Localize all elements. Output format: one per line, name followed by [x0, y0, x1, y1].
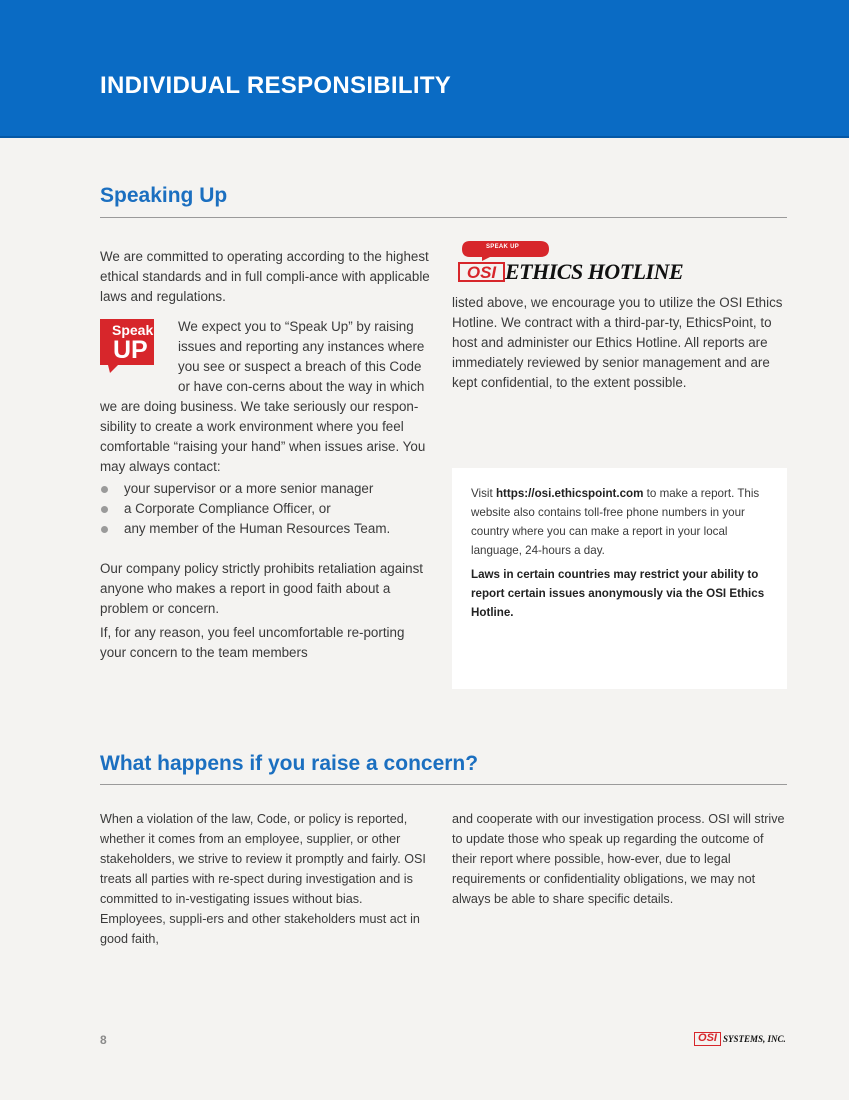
badge-line2: UP	[113, 336, 148, 364]
speaking-up-right-column	[452, 293, 790, 393]
speaking-up-left-column	[100, 247, 432, 663]
hotline-paragraph: listed above, we encourage you to utilize the OSI Ethics Hotline. We contract with a third-par-ty, EthicsPoint, to host and administer our Ethics Hotline. All reports are immediately reviewed by senior management and are kept confidential, to the extent possible.	[452, 295, 783, 390]
concern-left-column	[100, 809, 430, 949]
contact-list	[100, 479, 432, 539]
list-item: your supervisor or a more senior manager	[100, 479, 432, 499]
page-number: 8	[100, 1033, 107, 1047]
section-divider	[100, 217, 787, 218]
info-box-warning: Laws in certain countries may restrict your ability to report certain issues anonymously via the OSI Ethics Hotline.	[471, 568, 765, 619]
section-title-raise-concern: What happens if you raise a concern?	[100, 752, 479, 775]
intro-paragraph: We are committed to operating according to the highest ethical standards and in full compli-ance with applicable laws and regulations.	[100, 249, 430, 304]
concern-left-paragraph: When a violation of the law, Code, or policy is reported, whether it comes from an employee, supplier, or other stakeholders, we strive to review it promptly and fairly. OSI treats all parties with re-spect during investigation and is committed to in-vestigating issues without bias. Employees, suppli-ers and other stakeholders must act in good faith,	[100, 812, 426, 946]
concern-right-column	[452, 809, 790, 909]
section-divider	[100, 784, 787, 785]
bullet-icon	[101, 486, 108, 493]
info-box-visit: Visit https://osi.ethicspoint.com to make a report. This website also contains toll-free phone numbers in your country where you can make a report in your local language, 24-hours a day.	[471, 487, 760, 557]
bullet-icon	[101, 526, 108, 533]
section-title-speaking-up: Speaking Up	[100, 184, 228, 207]
osi-systems-logo	[694, 1032, 790, 1048]
header-banner	[0, 0, 849, 138]
bullet-icon	[101, 506, 108, 513]
uncomfortable-paragraph: If, for any reason, you feel uncomfortable re-porting your concern to the team members	[100, 625, 405, 660]
ethics-hotline-text: ETHICS HOTLINE	[505, 259, 684, 284]
page-title: INDIVIDUAL RESPONSIBILITY	[100, 72, 452, 99]
ethicspoint-link[interactable]: https://osi.ethicspoint.com	[495, 487, 644, 500]
list-item: a Corporate Compliance Officer, or	[100, 499, 432, 519]
footer-systems-text: SYSTEMS, INC.	[723, 1034, 786, 1044]
speak-up-badge	[100, 319, 166, 375]
footer-osi-text: OSI	[694, 1032, 721, 1046]
concern-right-paragraph: and cooperate with our investigation process. OSI will strive to update those who speak up regarding the outcome of their report where possible, how-ever, due to legal requirements or confidentiality obligations, we may not always be able to share specific details.	[452, 812, 785, 906]
badge-line1: Speak	[112, 322, 154, 338]
hotline-info-box	[452, 468, 787, 689]
bubble-text: SPEAK UP	[486, 244, 520, 250]
speak-up-paragraph: We expect you to “Speak Up” by raising issues and reporting any instances where you see or suspect a breach of this Code or have con-cerns about the way in which we are doing business. We take seriously our respon-sibility to create a work environment where you feel comfortable “raising your hand” when issues arise. You may always contact:	[100, 319, 426, 474]
ethics-hotline-logo	[458, 240, 708, 288]
list-item: any member of the Human Resources Team.	[100, 519, 432, 539]
retaliation-paragraph: Our company policy strictly prohibits retaliation against anyone who makes a report in good faith about a problem or concern.	[100, 561, 424, 616]
osi-logo-text: OSI	[458, 262, 505, 282]
